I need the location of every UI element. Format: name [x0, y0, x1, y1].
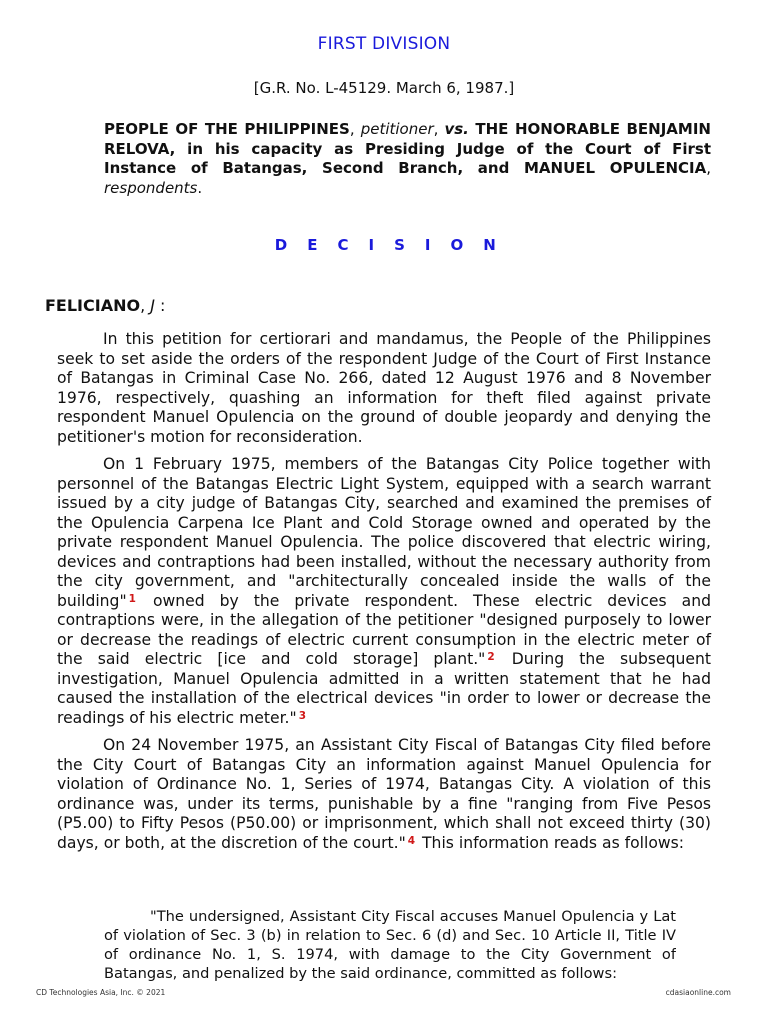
respondents-separator: ,	[706, 159, 711, 177]
paragraph-2-part-b: owned by the private respondent. These electric devices and contraptions were, in the allegation of the petitioner "designed purposely to lower or decrease the readings of electric current consumption in the electric meter of the said electric [ice and cold storage] plant."	[57, 591, 711, 668]
respondents-role: respondents	[104, 178, 198, 197]
petitioner-name: PEOPLE OF THE PHILIPPINES	[104, 120, 350, 138]
respondents-names: THE HONORABLE BENJAMIN RELOVA, in his capacity as Presiding Judge of the Court of First Instance of Batangas, Second Branch, and MANUEL OPULENCIA	[104, 120, 711, 177]
paragraph-2-part-c: During the subsequent investigation, Manuel Opulencia admitted in a written statement that he had caused the installation of the electrical devices "in order to lower or decrease the readings of his electric meter."	[57, 650, 712, 727]
ponente-suffix-j: J	[150, 296, 155, 315]
paragraph-3-part-a: On 24 November 1975, an Assistant City Fiscal of Batangas City filed before the City Court of Batangas City an information against Manuel Opulencia for violation of Ordinance No. 1, Series of 1974, Batangas City. A violation of this ordinance was, under its terms, punishable by a fine "ranging from Five Pesos (P5.00) to Fifty Pesos (P50.00) or imprisonment, which shall not exceed thirty (30) days, or both, at the discretion of the court."	[57, 736, 711, 852]
caption-end: .	[197, 178, 203, 197]
case-caption	[104, 120, 711, 198]
block-quote: "The undersigned, Assistant City Fiscal accuses Manuel Opulencia y Lat of violation of Sec. 3 (b) in relation to Sec. 6 (d) and Sec. 10 Article II, Title IV of ordinance No. 1, S. 1974, with damage to the City Government of Batangas, and penalized by the said ordinance, committed as follows:	[104, 908, 676, 982]
ponente-name: FELICIANO	[45, 296, 141, 315]
paragraph-1: In this petition for certiorari and mandamus, the People of the Philippines seek to set aside the orders of the respondent Judge of the Court of First Instance of Batangas in Criminal Case No. 266, dated 12 August 1976 and 8 November 1976, respectively, quashing an information for theft filed against private respondent Manuel Opulencia on the ground of double jeopardy and denying the petitioner's motion for reconsideration.	[57, 330, 711, 446]
paragraph-2-part-a: On 1 February 1975, members of the Batangas City Police together with personnel of the Batangas Electric Light System, equipped with a search warrant issued by a city judge of Batangas City, searched and examined the premises of the Opulencia Carpena Ice Plant and Cold Storage owned and operated by the private respondent Manuel Opulencia. The police discovered that electric wiring, devices and contraptions had been installed, without the necessary authority from the city government, and "architecturally concealed inside the walls of the building"	[57, 455, 711, 610]
footer-website: cdasiaonline.com	[665, 988, 731, 997]
vs-separator: ,	[433, 120, 445, 138]
ponente-suffix-b: :	[154, 296, 166, 315]
footnote-link-3[interactable]: 3	[298, 709, 306, 722]
versus-label: vs.	[444, 120, 469, 138]
division-heading: FIRST DIVISION	[317, 34, 451, 54]
petitioner-role: petitioner	[360, 120, 434, 138]
ponente-line	[45, 296, 165, 315]
footer-copyright: CD Technologies Asia, Inc. © 2021	[36, 988, 166, 997]
footnote-link-1[interactable]: 1	[128, 592, 136, 605]
footnote-link-2[interactable]: 2	[487, 651, 495, 663]
petitioner-separator: ,	[349, 120, 361, 138]
paragraph-3-part-b: This information reads as follows:	[417, 833, 685, 852]
case-number: [G.R. No. L-45129. March 6, 1987.]	[253, 79, 515, 97]
footnote-link-4[interactable]: 4	[407, 834, 416, 847]
decision-heading: D E C I S I O N	[274, 236, 504, 254]
paragraph-2	[57, 455, 711, 728]
ponente-suffix-a: ,	[140, 296, 151, 315]
paragraph-3	[57, 736, 711, 853]
decision-body	[57, 330, 711, 861]
